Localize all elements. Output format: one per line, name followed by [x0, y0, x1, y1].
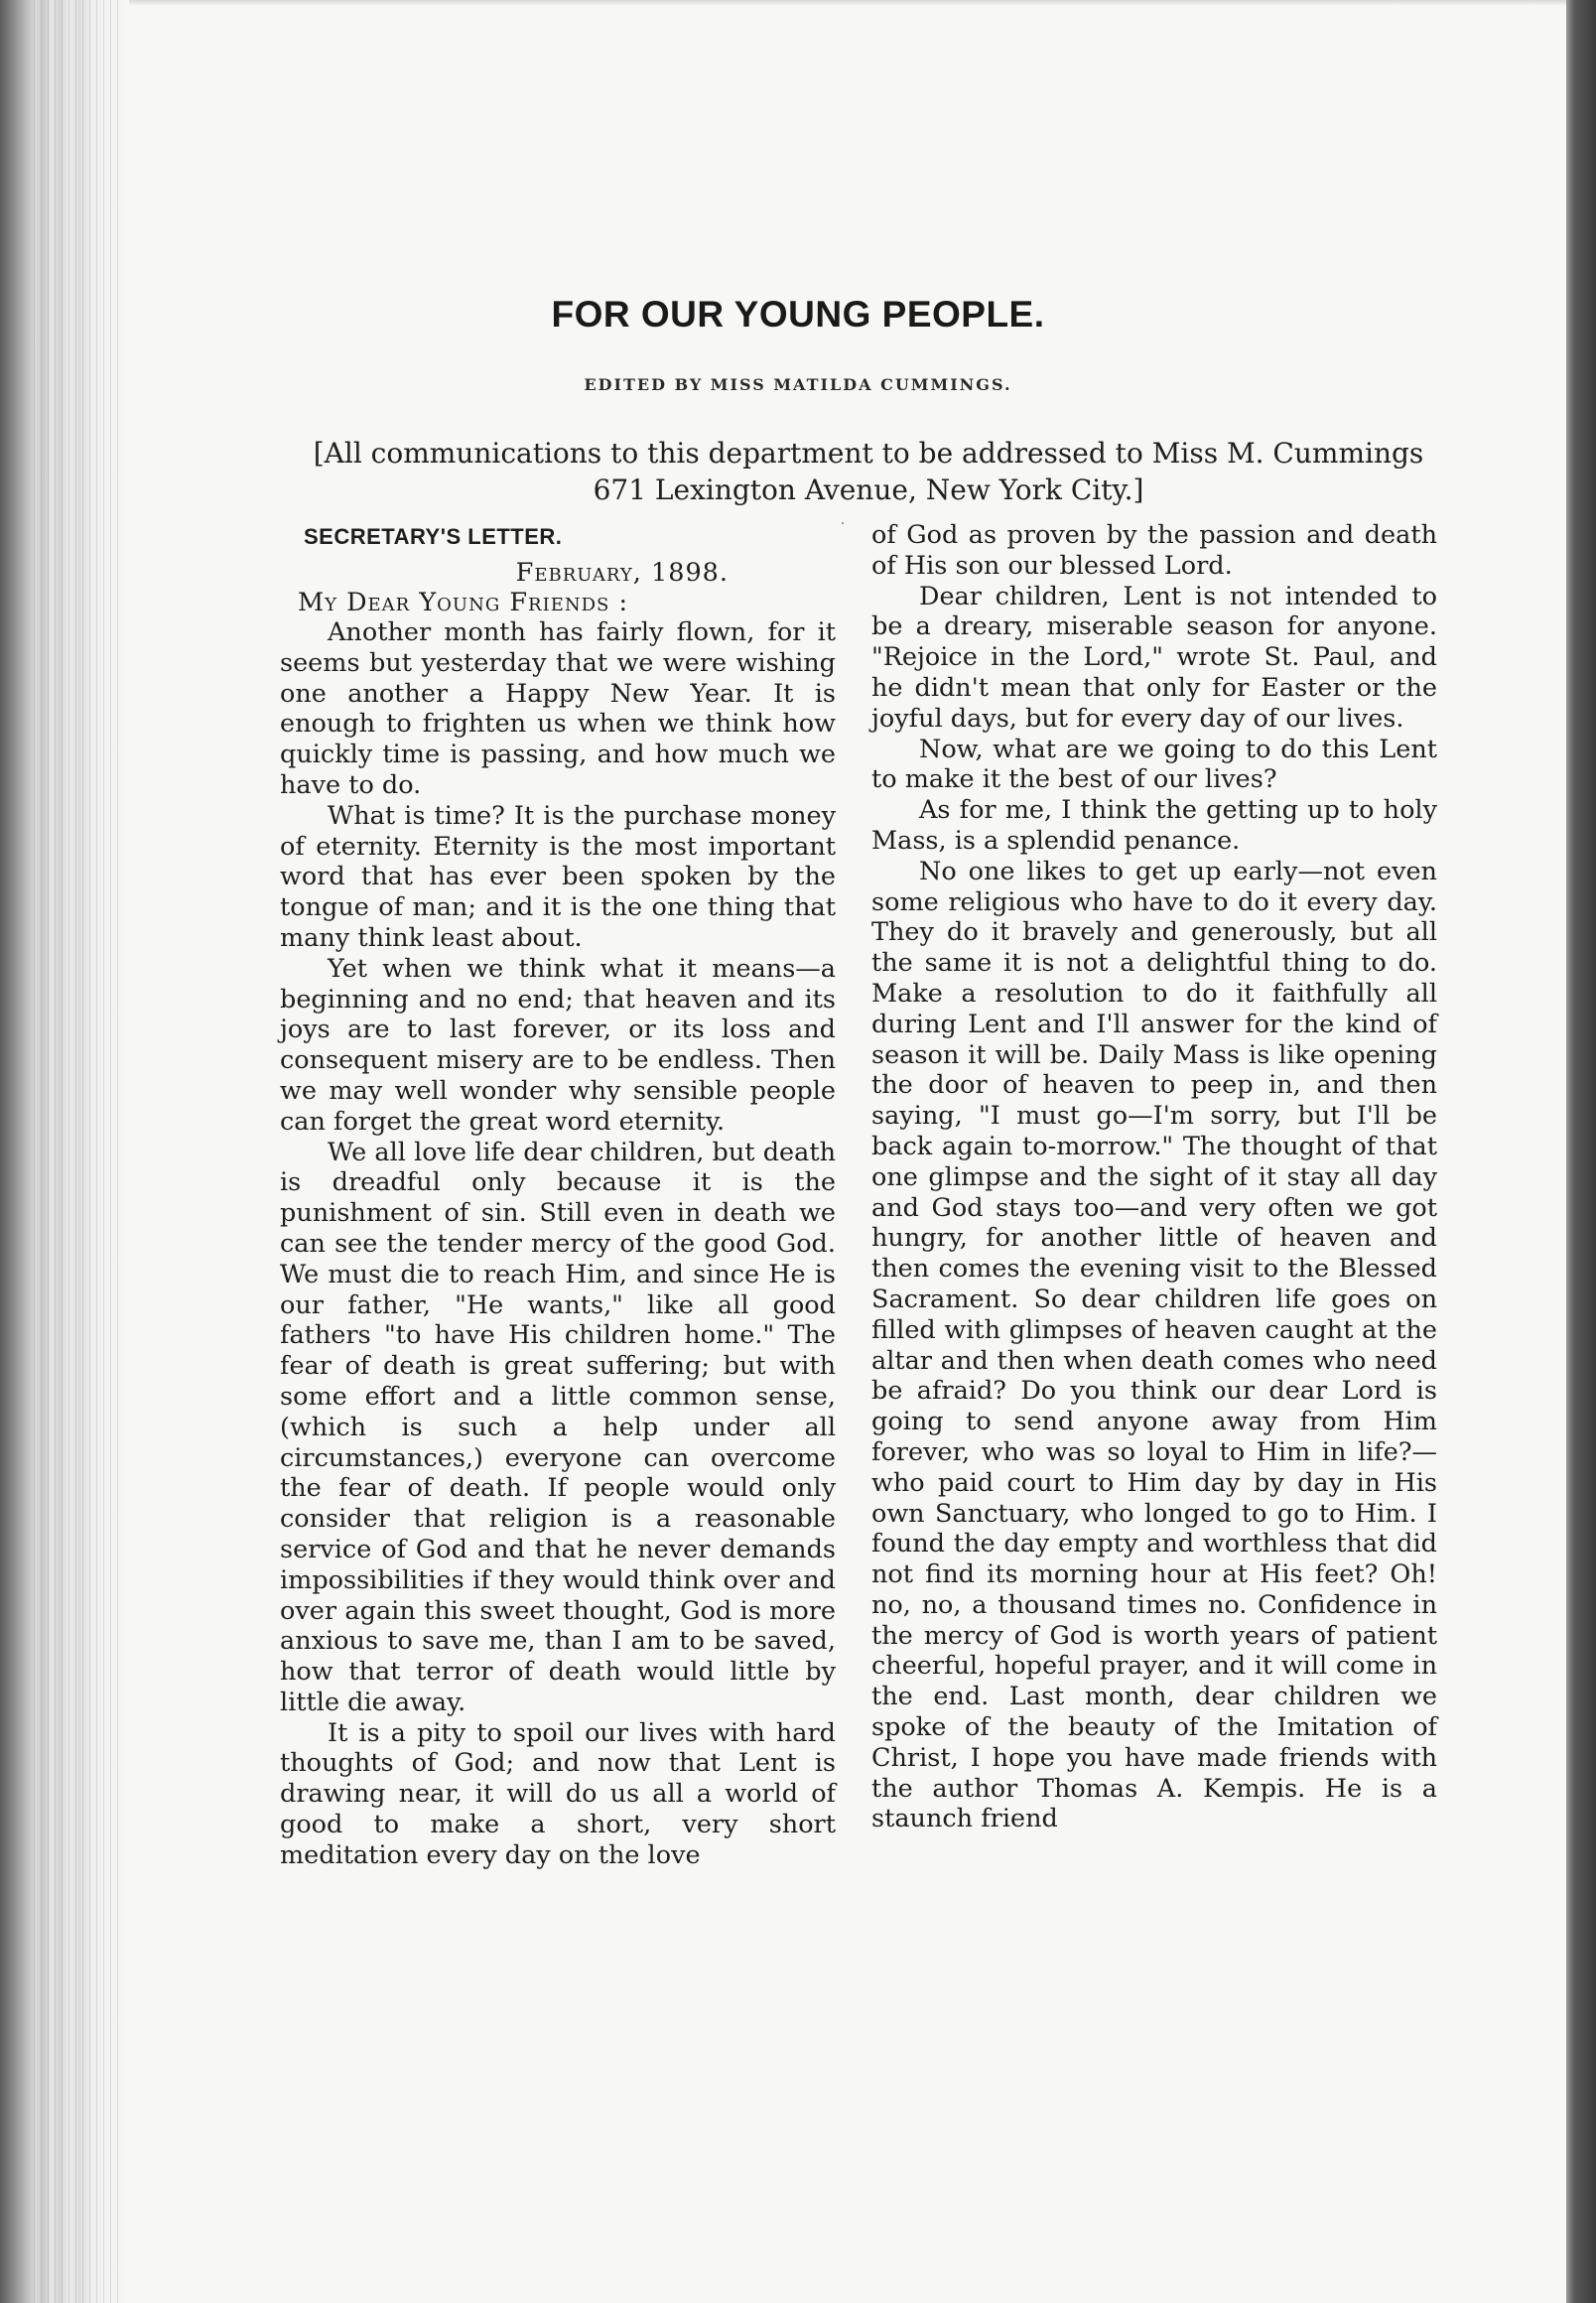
letter-heading: SECRETARY'S LETTER.	[304, 524, 563, 549]
communications-notice: [All communications to this department to be addressed to Miss M. Cummings 671 Lexington Avenue, New York City.]	[313, 437, 1424, 506]
paragraph: No one likes to get up early—not even some religious who have to do it every day. They do it bravely and generously, but all the same it is not a delightful thing to do. Make a resolution to do it faithfully all during Lent and I'll answer for the kind of season it will be. Daily Mass is like opening the door of heaven to peep in, and then saying, "I must go—I'm sorry, but I'll be back again to-morrow." The thought of that one glimpse and the sight of it stay all day and God stays too—and very often we got hungry, for another little of heaven and then comes the evening visit to the Blessed Sacrament. So dear children life goes on filled with glimpses of heaven caught at the altar and then when death comes who need be afraid? Do you think our dear Lord is going to send anyone away from Him forever, who was so loyal to Him in life?—who paid court to Him day by day in His own Sanctuary, who longed to go to Him. I found the day empty and worthless that did not find its morning hour at His feet? Oh! no, no, a thousand times no. Confidence in the mercy of God is worth years of patient cheerful, hopeful prayer, and it will come in the end. Last month, dear children we spoke of the beauty of the Imitation of Christ, I hope you have made friends with the author Thomas A. Kempis. He is a staunch friend	[871, 856, 1437, 1834]
paragraph: It is a pity to spoil our lives with hard thoughts of God; and now that Lent is drawing near, it will do us all a world of good to make a short, very short meditation every day on the love	[280, 1717, 836, 1870]
paragraph: We all love life dear children, but death is dreadful only because it is the punishment of sin. Still even in death we can see the tender mercy of the good God. We must die to reach Him, and since He is our father, "He wants," like all good fathers "to have His children home." The fear of death is great suffering; but with some effort and a little common sense, (which is such a help under all circumstances,) everyone can overcome the fear of death. If people would only consider that religion is a reasonable service of God and that he never demands impossibilities if they would think over and over again this sweet thought, God is more anxious to save me, than I am to be saved, how that terror of death would little by little die away.	[280, 1137, 836, 1717]
paragraph: Now, what are we going to do this Lent to make it the best of our lives?	[871, 734, 1437, 795]
paragraph: Yet when we think what it means—a beginning and no end; that heaven and its joys are to last forever, or its loss and consequent misery are to be endless. Then we may well wonder why sensible people can forget the great word eternity.	[280, 953, 836, 1137]
paragraph-continued: of God as proven by the passion and death of His son our blessed Lord.	[871, 520, 1437, 581]
column-divider-mark	[842, 522, 844, 524]
paragraph: As for me, I think the getting up to holy Mass, is a splendid penance.	[871, 795, 1437, 856]
left-column	[280, 522, 836, 1871]
editor-line: EDITED BY MISS MATILDA CUMMINGS.	[584, 375, 1012, 394]
letter-date: February, 1898.	[515, 558, 729, 588]
paragraph: Dear children, Lent is not intended to be a dreary, miserable season for anyone. "Rejoice in the Lord," wrote St. Paul, and he didn't mean that only for Easter or the joyful days, but for every day of our lives.	[871, 581, 1437, 734]
letter-salutation: My Dear Young Friends :	[298, 588, 629, 617]
page-title: FOR OUR YOUNG PEOPLE.	[551, 294, 1045, 335]
paragraph: What is time? It is the purchase money of eternity. Eternity is the most important word that has ever been spoken by the tongue of man; and it is the one thing that many think least about.	[280, 800, 836, 953]
right-column	[871, 520, 1437, 1834]
paragraph: Another month has fairly flown, for it seems but yesterday that we were wishing one another a Happy New Year. It is enough to frighten us when we think how quickly time is passing, and how much we have to do.	[280, 617, 836, 800]
